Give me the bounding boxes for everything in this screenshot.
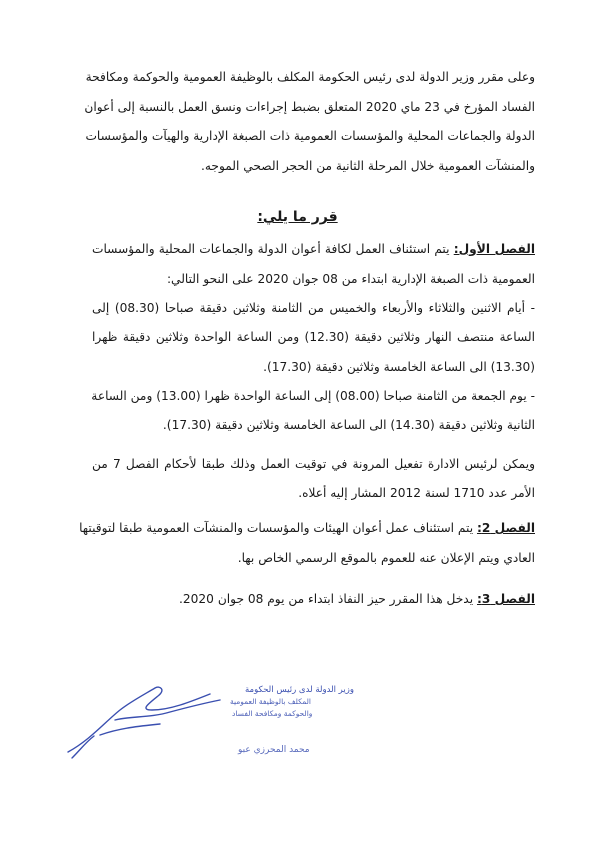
preamble-line-4: والمنشآت العمومية خلال المرحلة الثانية من الحجر الصحي الموجه. (201, 159, 535, 173)
handwritten-signature (68, 687, 220, 758)
article1-label: الفصل الأول: (453, 242, 535, 256)
signature-stamp (60, 680, 354, 760)
article3-line-1 (92, 591, 535, 607)
preamble-line-3: الدولة والجماعات المحلية والمؤسسات العمومية ذات الصبغة الإدارية والهيآت والمؤسسات (85, 129, 535, 143)
stamp-line-1: وزير الدولة لدى رئيس الحكومة (245, 685, 354, 695)
article2-line-1 (79, 520, 535, 536)
article1-line-1-text: يتم استئناف العمل لكافة أعوان الدولة والجماعات المحلية والمؤسسات (92, 242, 450, 256)
decision-heading: قرر ما يلي: (257, 209, 338, 225)
article1-line-8: ويمكن لرئيس الادارة تفعيل المرونة في توقيت العمل وذلك طبقا لأحكام الفصل 7 من (92, 457, 535, 471)
article1-line-6: - يوم الجمعة من الثامنة صباحا (08.00) إلى الساعة الواحدة ظهرا (13.00) ومن الساعة (91, 389, 535, 403)
article1-line-5: (13.30) الى الساعة الخامسة وثلاثين دقيقة (17.30). (263, 360, 535, 374)
article3-line-1-text: يدخل هذا المقرر حيز النفاذ ابتداء من يوم 08 جوان 2020. (179, 592, 474, 606)
article3-label: الفصل 3: (476, 592, 535, 606)
article1-line-2: العمومية ذات الصبغة الإدارية ابتداء من 08 جوان 2020 على النحو التالي: (166, 272, 535, 286)
preamble-line-1: وعلى مقرر وزير الدولة لدى رئيس الحكومة المكلف بالوظيفة العمومية والحوكمة ومكافحة (85, 70, 535, 84)
signatory-name: محمد المحرزي عبو (238, 745, 310, 755)
article1-line-3: - أيام الاثنين والثلاثاء والأربعاء والخميس من الثامنة وثلاثين دقيقة صباحا (08.30) إلى (92, 301, 535, 315)
stamp-line-2: المكلف بالوظيفة العمومية (230, 697, 311, 706)
stamp-line-3: والحوكمة ومكافحة الفساد (232, 709, 313, 718)
article2-line-2: العادي ويتم الإعلان عنه للعموم بالموقع الرسمي الخاص بها. (237, 551, 535, 565)
article1-line-9: الأمر عدد 1710 لسنة 2012 المشار إليه أعلاه. (298, 486, 535, 500)
article2-label: الفصل 2: (476, 521, 535, 535)
article1-line-4: الساعة منتصف النهار وثلاثين دقيقة (12.30) ومن الساعة الواحدة وثلاثين دقيقة ظهرا (92, 330, 535, 344)
article1-line-1 (92, 241, 535, 257)
preamble-line-2: الفساد المؤرخ في 23 ماي 2020 المتعلق بضبط إجراءات ونسق العمل بالنسبة إلى أعوان (84, 100, 535, 114)
article1-line-7: الثانية وثلاثين دقيقة (14.30) الى الساعة الخامسة وثلاثين دقيقة (17.30). (162, 418, 535, 432)
article2-line-1-text: يتم استئناف عمل أعوان الهيئات والمؤسسات والمنشآت العمومية طبقا لتوقيتها (79, 521, 474, 535)
